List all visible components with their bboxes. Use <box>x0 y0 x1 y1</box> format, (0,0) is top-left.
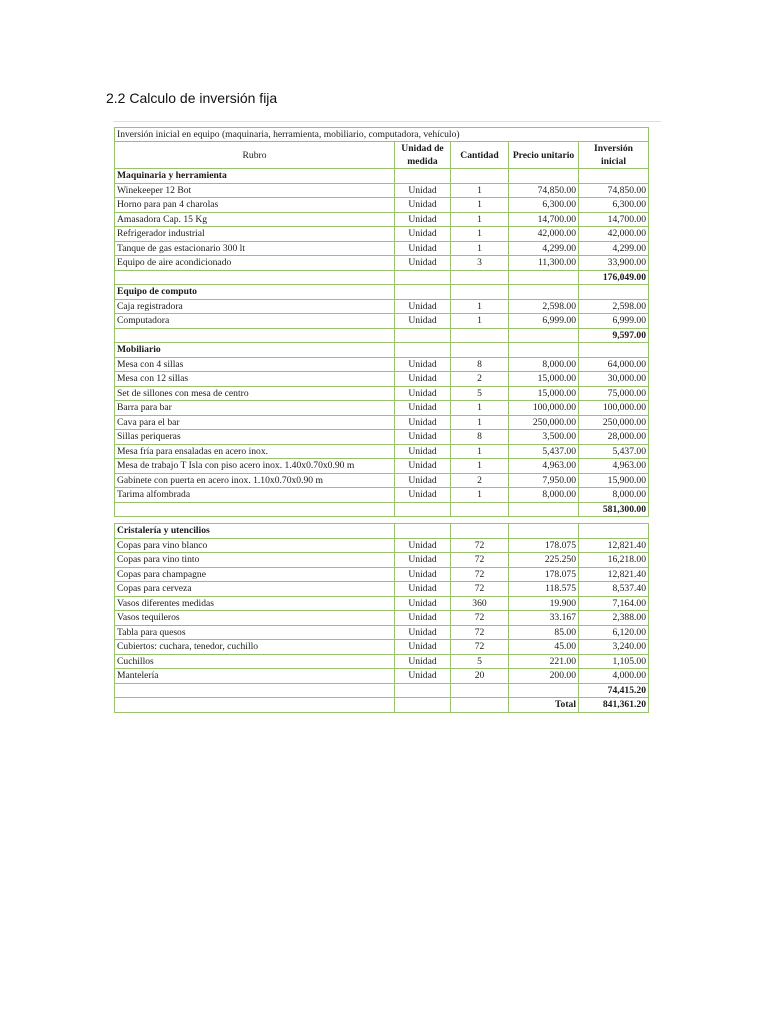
cell-inversion: 4,000.00 <box>579 669 649 684</box>
cell-unidad: Unidad <box>395 256 451 271</box>
cell-rubro: Copas para vino blanco <box>115 538 395 553</box>
cell-rubro: Amasadora Cap. 15 Kg <box>115 212 395 227</box>
table-row <box>115 241 649 256</box>
cell-precio: 8,000.00 <box>509 488 579 503</box>
empty-cell <box>395 683 451 698</box>
cell-unidad: Unidad <box>395 241 451 256</box>
cell-inversion: 250,000.00 <box>579 415 649 430</box>
cell-cantidad: 8 <box>451 430 509 445</box>
empty-cell <box>451 502 509 517</box>
cell-rubro: Tabla para quesos <box>115 625 395 640</box>
empty-cell <box>509 343 579 358</box>
header-rubro: Rubro <box>115 142 395 169</box>
table-row <box>115 611 649 626</box>
empty-cell <box>451 524 509 539</box>
cell-unidad: Unidad <box>395 538 451 553</box>
table-row <box>115 314 649 329</box>
cell-precio: 74,850.00 <box>509 183 579 198</box>
section-name: Mobiliario <box>115 343 395 358</box>
cell-precio: 14,700.00 <box>509 212 579 227</box>
cell-rubro: Equipo de aire acondicionado <box>115 256 395 271</box>
cell-precio: 250,000.00 <box>509 415 579 430</box>
header-unidad: Unidad de medida <box>395 142 451 169</box>
section-name: Equipo de computo <box>115 285 395 300</box>
subtotal-value: 74,415.20 <box>579 683 649 698</box>
empty-cell <box>509 683 579 698</box>
cell-unidad: Unidad <box>395 386 451 401</box>
cell-unidad: Unidad <box>395 314 451 329</box>
cell-precio: 19.900 <box>509 596 579 611</box>
cell-rubro: Tarima alfombrada <box>115 488 395 503</box>
section-gap-cell <box>115 517 649 524</box>
table-row <box>115 640 649 655</box>
cell-rubro: Cava para el bar <box>115 415 395 430</box>
table-row <box>115 415 649 430</box>
cell-precio: 5,437.00 <box>509 444 579 459</box>
divider <box>113 121 661 122</box>
cell-inversion: 3,240.00 <box>579 640 649 655</box>
table-row <box>115 459 649 474</box>
section-header-row <box>115 343 649 358</box>
empty-cell <box>509 328 579 343</box>
cell-inversion: 42,000.00 <box>579 227 649 242</box>
cell-rubro: Mesa de trabajo T Isla con piso acero inox. 1.40x0.70x0.90 m <box>115 459 395 474</box>
cell-precio: 33.167 <box>509 611 579 626</box>
cell-unidad: Unidad <box>395 611 451 626</box>
cell-rubro: Cuchillos <box>115 654 395 669</box>
cell-cantidad: 72 <box>451 582 509 597</box>
cell-rubro: Barra para bar <box>115 401 395 416</box>
cell-cantidad: 72 <box>451 538 509 553</box>
header-cantidad: Cantidad <box>451 142 509 169</box>
subtotal-value: 176,049.00 <box>579 270 649 285</box>
cell-precio: 6,999.00 <box>509 314 579 329</box>
empty-cell <box>451 169 509 184</box>
cell-rubro: Mesa fría para ensaladas en acero inox. <box>115 444 395 459</box>
cell-rubro: Refrigerador industrial <box>115 227 395 242</box>
cell-precio: 200.00 <box>509 669 579 684</box>
empty-cell <box>451 285 509 300</box>
subtotal-row <box>115 270 649 285</box>
table-row <box>115 582 649 597</box>
cell-cantidad: 1 <box>451 299 509 314</box>
empty-cell <box>115 683 395 698</box>
cell-cantidad: 1 <box>451 198 509 213</box>
cell-unidad: Unidad <box>395 183 451 198</box>
cell-inversion: 75,000.00 <box>579 386 649 401</box>
section-gap <box>115 517 649 524</box>
cell-rubro: Copas para vino tinto <box>115 553 395 568</box>
cell-inversion: 5,437.00 <box>579 444 649 459</box>
total-row <box>115 698 649 713</box>
subtotal-row <box>115 328 649 343</box>
empty-cell <box>451 270 509 285</box>
table-row <box>115 357 649 372</box>
empty-cell <box>509 169 579 184</box>
cell-inversion: 6,300.00 <box>579 198 649 213</box>
table-row <box>115 596 649 611</box>
cell-rubro: Mesa con 12 sillas <box>115 372 395 387</box>
cell-inversion: 12,821.40 <box>579 567 649 582</box>
subtotal-value: 9,597.00 <box>579 328 649 343</box>
cell-precio: 15,000.00 <box>509 372 579 387</box>
table-row <box>115 538 649 553</box>
cell-rubro: Vasos tequileros <box>115 611 395 626</box>
empty-cell <box>395 698 451 713</box>
table-title: Inversión inicial en equipo (maquinaria, herramienta, mobiliario, computadora, vehículo) <box>115 128 649 142</box>
empty-cell <box>509 502 579 517</box>
cell-precio: 8,000.00 <box>509 357 579 372</box>
cell-unidad: Unidad <box>395 596 451 611</box>
cell-inversion: 2,598.00 <box>579 299 649 314</box>
cell-unidad: Unidad <box>395 567 451 582</box>
empty-cell <box>115 502 395 517</box>
empty-cell <box>509 524 579 539</box>
table-row <box>115 567 649 582</box>
cell-precio: 15,000.00 <box>509 386 579 401</box>
cell-unidad: Unidad <box>395 372 451 387</box>
cell-inversion: 30,000.00 <box>579 372 649 387</box>
cell-unidad: Unidad <box>395 654 451 669</box>
cell-cantidad: 1 <box>451 183 509 198</box>
empty-cell <box>395 343 451 358</box>
cell-unidad: Unidad <box>395 459 451 474</box>
cell-precio: 42,000.00 <box>509 227 579 242</box>
investment-table-body <box>115 128 649 713</box>
table-row <box>115 430 649 445</box>
investment-table <box>114 127 649 713</box>
cell-inversion: 4,299.00 <box>579 241 649 256</box>
cell-rubro: Gabinete con puerta en acero inox. 1.10x0.70x0.90 m <box>115 473 395 488</box>
cell-precio: 2,598.00 <box>509 299 579 314</box>
subtotal-row <box>115 683 649 698</box>
empty-cell <box>115 270 395 285</box>
table-row <box>115 386 649 401</box>
cell-rubro: Vasos diferentes medidas <box>115 596 395 611</box>
total-label: Total <box>509 698 579 713</box>
table-row <box>115 654 649 669</box>
table-row <box>115 669 649 684</box>
empty-cell <box>395 328 451 343</box>
cell-cantidad: 1 <box>451 227 509 242</box>
empty-cell <box>395 502 451 517</box>
cell-inversion: 1,105.00 <box>579 654 649 669</box>
section-header-row <box>115 285 649 300</box>
cell-rubro: Computadora <box>115 314 395 329</box>
table-title-row <box>115 128 649 142</box>
cell-inversion: 6,999.00 <box>579 314 649 329</box>
cell-cantidad: 1 <box>451 241 509 256</box>
cell-precio: 225.250 <box>509 553 579 568</box>
cell-cantidad: 1 <box>451 488 509 503</box>
cell-precio: 4,963.00 <box>509 459 579 474</box>
empty-cell <box>451 343 509 358</box>
empty-cell <box>509 285 579 300</box>
cell-rubro: Copas para cerveza <box>115 582 395 597</box>
cell-precio: 221.00 <box>509 654 579 669</box>
table-row <box>115 473 649 488</box>
cell-unidad: Unidad <box>395 640 451 655</box>
cell-cantidad: 5 <box>451 386 509 401</box>
cell-cantidad: 20 <box>451 669 509 684</box>
cell-inversion: 14,700.00 <box>579 212 649 227</box>
cell-unidad: Unidad <box>395 669 451 684</box>
table-row <box>115 401 649 416</box>
cell-inversion: 8,000.00 <box>579 488 649 503</box>
cell-precio: 118.575 <box>509 582 579 597</box>
cell-inversion: 8,537.40 <box>579 582 649 597</box>
empty-cell <box>579 524 649 539</box>
empty-cell <box>395 270 451 285</box>
cell-inversion: 7,164.00 <box>579 596 649 611</box>
cell-precio: 7,950.00 <box>509 473 579 488</box>
cell-unidad: Unidad <box>395 488 451 503</box>
cell-cantidad: 72 <box>451 611 509 626</box>
cell-precio: 85.00 <box>509 625 579 640</box>
cell-cantidad: 8 <box>451 357 509 372</box>
table-row <box>115 444 649 459</box>
cell-cantidad: 1 <box>451 444 509 459</box>
cell-cantidad: 72 <box>451 567 509 582</box>
cell-cantidad: 3 <box>451 256 509 271</box>
cell-cantidad: 72 <box>451 640 509 655</box>
cell-inversion: 33,900.00 <box>579 256 649 271</box>
cell-rubro: Caja registradora <box>115 299 395 314</box>
cell-rubro: Mantelería <box>115 669 395 684</box>
section-name: Maquinaria y herramienta <box>115 169 395 184</box>
cell-rubro: Winekeeper 12 Bot <box>115 183 395 198</box>
cell-cantidad: 72 <box>451 553 509 568</box>
subtotal-value: 581,300.00 <box>579 502 649 517</box>
cell-rubro: Horno para pan 4 charolas <box>115 198 395 213</box>
cell-precio: 6,300.00 <box>509 198 579 213</box>
cell-precio: 11,300.00 <box>509 256 579 271</box>
empty-cell <box>509 270 579 285</box>
cell-cantidad: 72 <box>451 625 509 640</box>
empty-cell <box>579 169 649 184</box>
cell-rubro: Mesa con 4 sillas <box>115 357 395 372</box>
cell-inversion: 100,000.00 <box>579 401 649 416</box>
cell-cantidad: 2 <box>451 473 509 488</box>
cell-unidad: Unidad <box>395 299 451 314</box>
empty-cell <box>451 698 509 713</box>
cell-rubro: Copas para champagne <box>115 567 395 582</box>
section-header-row <box>115 169 649 184</box>
cell-unidad: Unidad <box>395 553 451 568</box>
empty-cell <box>115 328 395 343</box>
cell-inversion: 64,000.00 <box>579 357 649 372</box>
table-row <box>115 372 649 387</box>
cell-precio: 100,000.00 <box>509 401 579 416</box>
cell-precio: 3,500.00 <box>509 430 579 445</box>
cell-rubro: Tanque de gas estacionario 300 lt <box>115 241 395 256</box>
cell-cantidad: 5 <box>451 654 509 669</box>
cell-unidad: Unidad <box>395 198 451 213</box>
cell-unidad: Unidad <box>395 415 451 430</box>
cell-inversion: 15,900.00 <box>579 473 649 488</box>
table-row <box>115 256 649 271</box>
cell-unidad: Unidad <box>395 227 451 242</box>
empty-cell <box>451 683 509 698</box>
empty-cell <box>395 285 451 300</box>
total-value: 841,361.20 <box>579 698 649 713</box>
cell-cantidad: 1 <box>451 415 509 430</box>
section-header-row <box>115 524 649 539</box>
cell-precio: 178.075 <box>509 538 579 553</box>
cell-inversion: 28,000.00 <box>579 430 649 445</box>
cell-inversion: 2,388.00 <box>579 611 649 626</box>
cell-cantidad: 2 <box>451 372 509 387</box>
empty-cell <box>115 698 395 713</box>
cell-unidad: Unidad <box>395 444 451 459</box>
table-row <box>115 212 649 227</box>
cell-inversion: 4,963.00 <box>579 459 649 474</box>
table-row <box>115 625 649 640</box>
table-row <box>115 299 649 314</box>
cell-inversion: 6,120.00 <box>579 625 649 640</box>
table-row <box>115 553 649 568</box>
cell-unidad: Unidad <box>395 582 451 597</box>
cell-unidad: Unidad <box>395 473 451 488</box>
cell-cantidad: 1 <box>451 212 509 227</box>
cell-unidad: Unidad <box>395 357 451 372</box>
table-row <box>115 198 649 213</box>
empty-cell <box>579 343 649 358</box>
cell-unidad: Unidad <box>395 212 451 227</box>
cell-precio: 45.00 <box>509 640 579 655</box>
cell-precio: 4,299.00 <box>509 241 579 256</box>
cell-inversion: 74,850.00 <box>579 183 649 198</box>
subtotal-row <box>115 502 649 517</box>
cell-cantidad: 1 <box>451 401 509 416</box>
empty-cell <box>451 328 509 343</box>
section-name: Cristalería y utencilios <box>115 524 395 539</box>
table-row <box>115 183 649 198</box>
empty-cell <box>579 285 649 300</box>
cell-cantidad: 1 <box>451 459 509 474</box>
table-header-row <box>115 142 649 169</box>
table-row <box>115 488 649 503</box>
cell-precio: 178.075 <box>509 567 579 582</box>
cell-rubro: Sillas periqueras <box>115 430 395 445</box>
cell-unidad: Unidad <box>395 401 451 416</box>
cell-rubro: Cubiertos: cuchara, tenedor, cuchillo <box>115 640 395 655</box>
table-row <box>115 227 649 242</box>
cell-inversion: 12,821.40 <box>579 538 649 553</box>
cell-unidad: Unidad <box>395 430 451 445</box>
cell-unidad: Unidad <box>395 625 451 640</box>
cell-rubro: Set de sillones con mesa de centro <box>115 386 395 401</box>
page-heading: 2.2 Calculo de inversión fija <box>106 90 278 106</box>
empty-cell <box>395 169 451 184</box>
header-precio: Precio unitario <box>509 142 579 169</box>
cell-cantidad: 360 <box>451 596 509 611</box>
empty-cell <box>395 524 451 539</box>
cell-cantidad: 1 <box>451 314 509 329</box>
header-inversion: Inversión inicial <box>579 142 649 169</box>
cell-inversion: 16,218.00 <box>579 553 649 568</box>
